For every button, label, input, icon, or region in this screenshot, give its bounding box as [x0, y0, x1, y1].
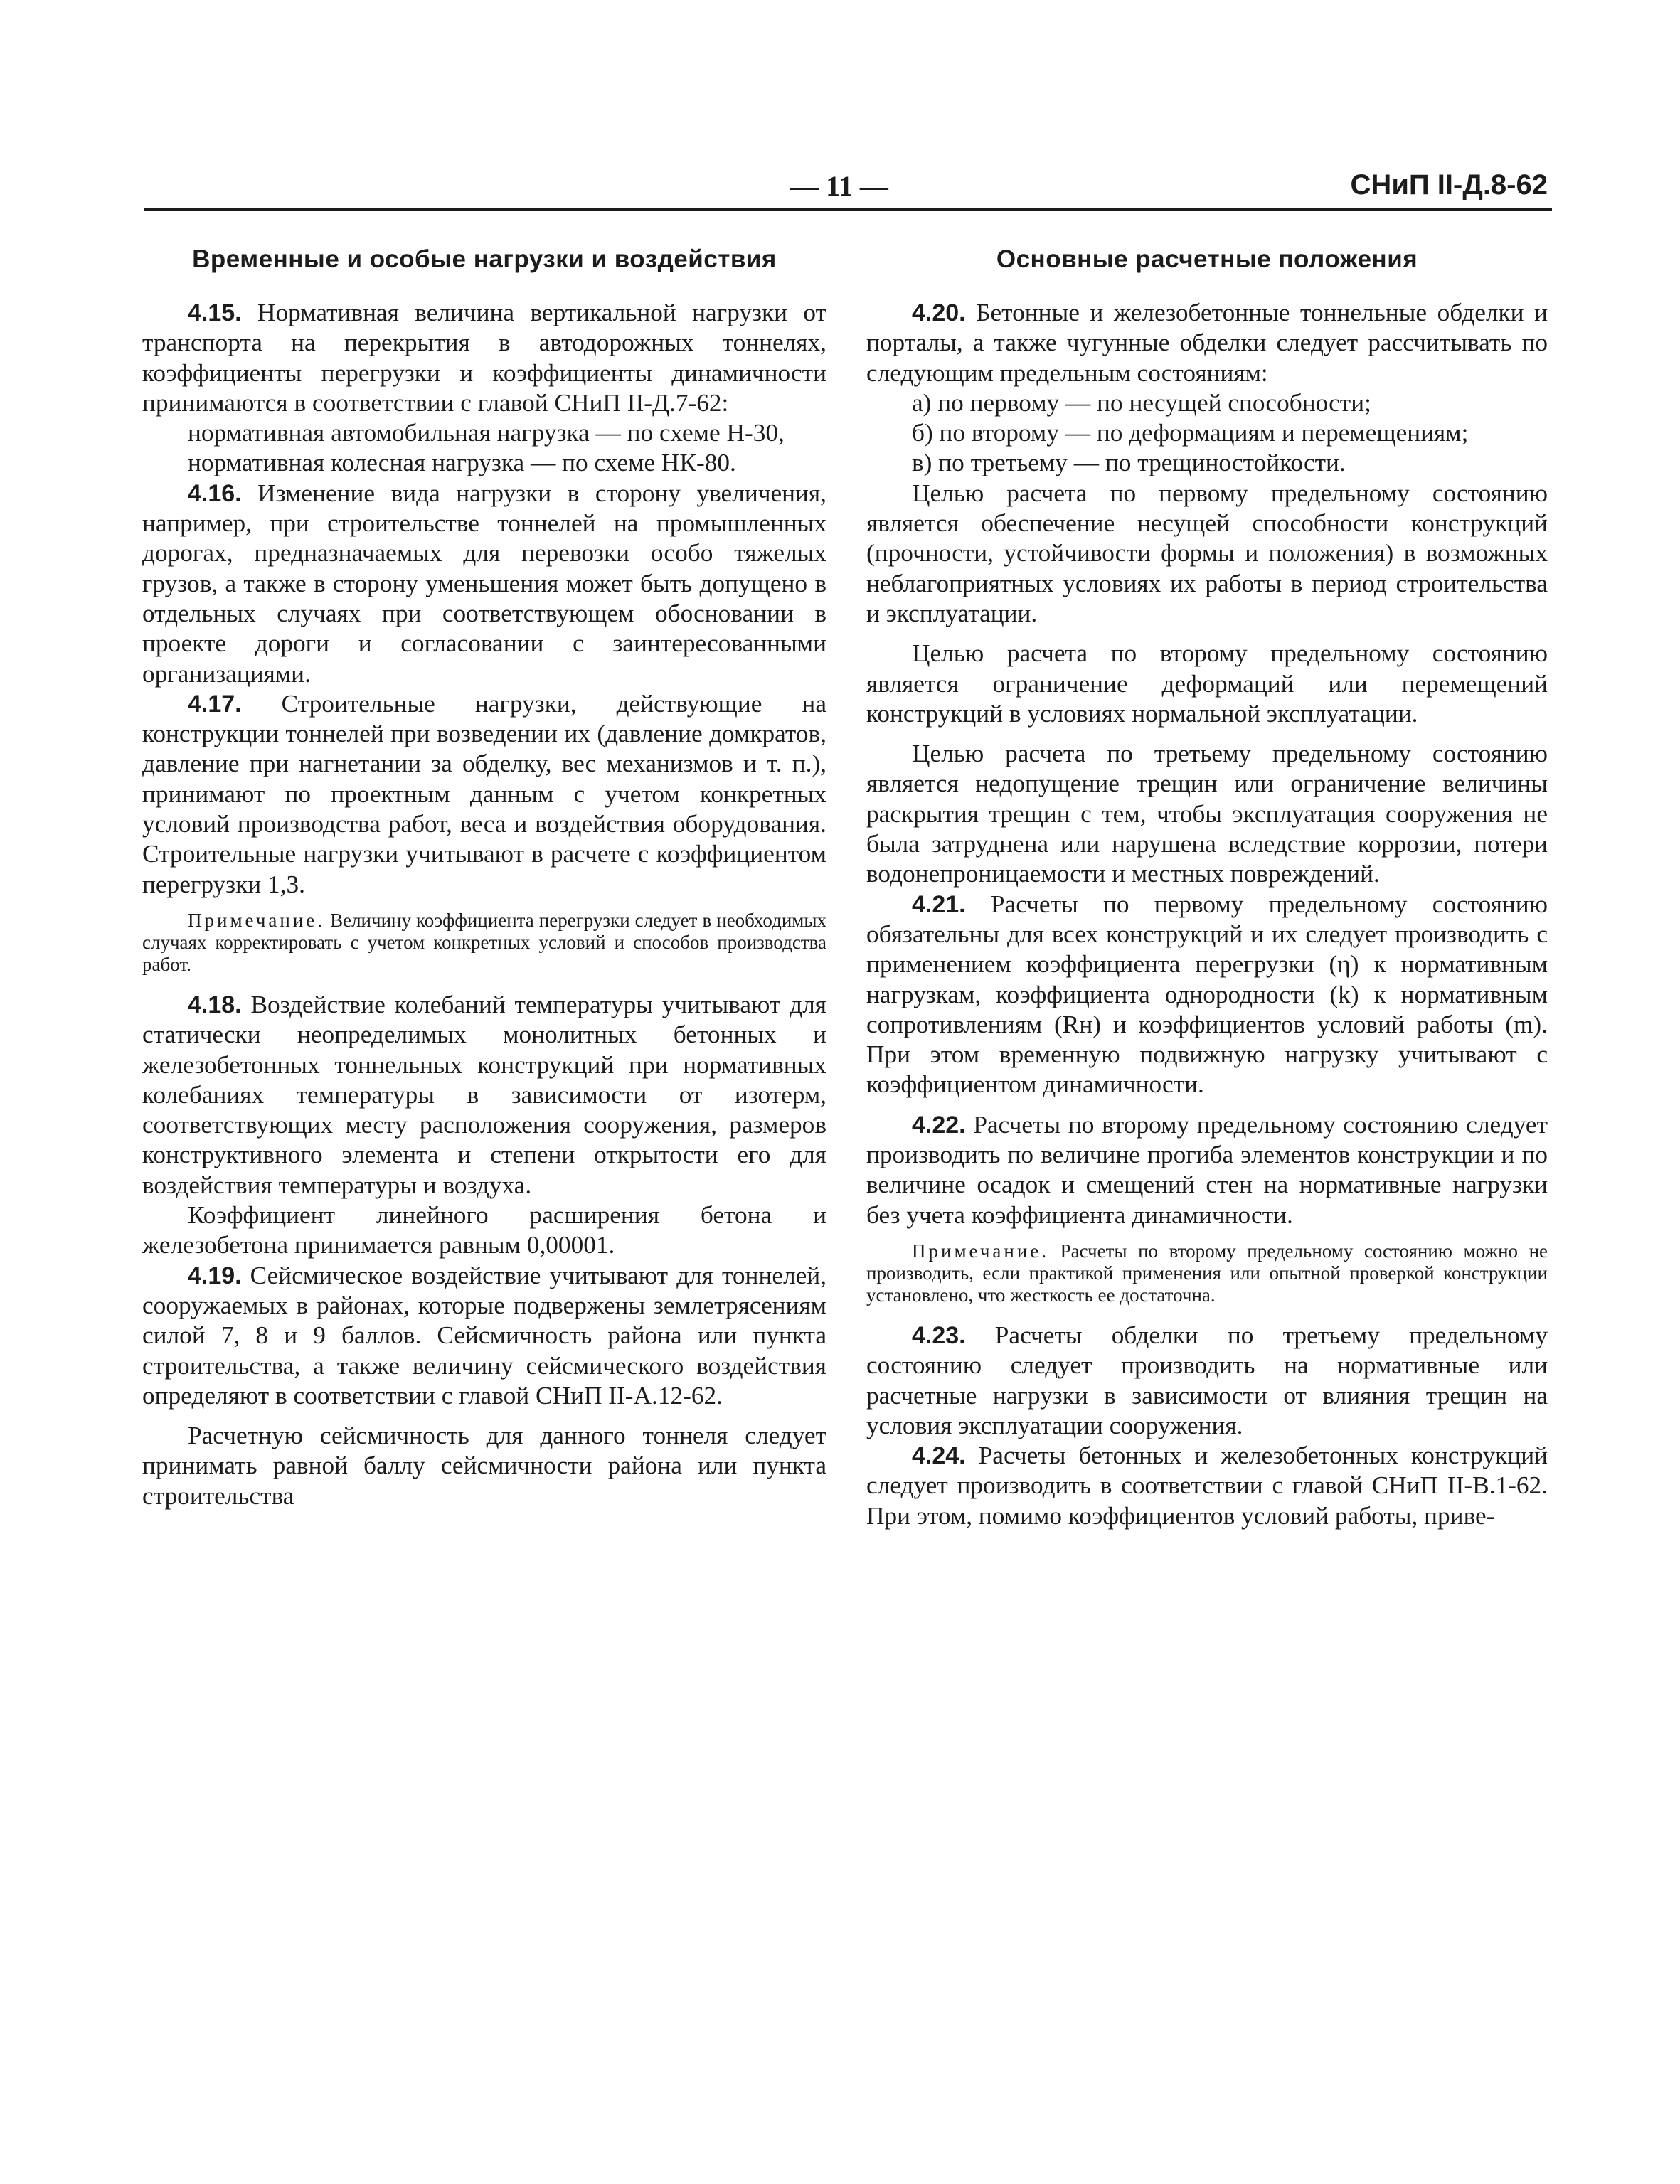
list-item-third-state: в) по третьему — по трещиностойкости. [912, 449, 1346, 477]
header-rule [144, 208, 1552, 211]
paragraph-number: 4.23. [912, 1321, 966, 1349]
paragraph-4-23 [866, 1321, 1548, 1441]
paragraph-4-19 [142, 1261, 826, 1411]
paragraph-text: Сейсмическое воздействие учитывают для тоннелей, сооружаемых в районах, которые подвержены землетрясениям силой 7, 8 и 9 баллов. Сейсмичность района или пункта строительства, а также величину сейсмического воздействия определяют в соответствии с главой СНиП II-А.12-62. [142, 1261, 826, 1410]
paragraph-number: 4.18. [188, 991, 242, 1018]
section-heading-calculation: Основные расчетные положения [996, 245, 1418, 273]
paragraph-number: 4.19. [188, 1262, 242, 1289]
paragraph-4-20 [866, 298, 1548, 388]
paragraph-text: Изменение вида нагрузки в сторону увеличения, например, при строительстве тоннелей на промышленных дорогах, предназначаемых для перевозки особо тяжелых грузов, а также в сторону уменьшения может быть допущено в отдельных случаях при соответствующем обосновании в проекте дороги и согласовании с заинтересованными организациями. [142, 479, 826, 688]
list-item-second-state: б) по второму — по деформациям и перемещениям; [912, 419, 1469, 447]
note-text: Величину коэффициента перегрузки следует в необходимых случаях корректировать с учетом конкретных условий и способов производства работ. [142, 909, 827, 975]
note-second-state [866, 1240, 1548, 1306]
right-column [866, 245, 1548, 1531]
paragraph-4-24 [866, 1441, 1548, 1531]
note-label: Примечание. [188, 909, 326, 931]
paragraph-text: Расчеты по первому предельному состоянию обязательны для всех конструкций и их следует производить с применением коэффициента перегрузки (η) к нормативным нагрузкам, коэффициента однородности (k) к нормативным сопротивлениям (Rн) и коэффициентов условий работы (m). При этом временную подвижную нагрузку учитывают с коэффициентом динамичности. [866, 890, 1548, 1099]
paragraph-text: Строительные нагрузки, действующие на конструкции тоннелей при возведении их (давление домкратов, давление при нагнетании за обделку, вес механизмов и т. п.), принимают по проектным данным с учетом конкретных условий производства работ, веса и воздействия оборудования. Строительные нагрузки учитывают в расчете с коэффициентом перегрузки 1,3. [142, 689, 826, 898]
paragraph-number: 4.22. [912, 1111, 966, 1139]
paragraph-number: 4.21. [912, 890, 966, 918]
paragraph-number: 4.17. [188, 690, 242, 718]
paragraph-number: 4.16. [188, 479, 242, 507]
paragraph-number: 4.24. [912, 1442, 966, 1470]
paragraph-4-15 [142, 298, 826, 418]
paragraph-4-17 [142, 689, 826, 900]
paragraph-text: Расчеты по второму предельному состоянию следует производить по величине прогиба элементов конструкции и по величине осадок и смещений стен на нормативные нагрузки без учета коэффициента динамичности. [866, 1110, 1548, 1229]
paragraph-goal-second: Целью расчета по второму предельному состоянию является ограничение деформаций или перемещений конструкций в условиях нормальной эксплуатации. [866, 639, 1548, 728]
paragraph-text: Бетонные и железобетонные тоннельные обделки и порталы, а также чугунные обделки следует рассчитывать по следующим предельным состояниям: [866, 299, 1548, 387]
paragraph-number: 4.15. [188, 299, 242, 326]
section-heading-loads: Временные и особые нагрузки и воздействия [192, 245, 777, 273]
paragraph-4-18-b: Коэффициент линейного расширения бетона и железобетона принимается равным 0,00001. [142, 1201, 826, 1259]
paragraph-4-15-a: нормативная автомобильная нагрузка — по схеме Н-30, [188, 419, 785, 447]
paragraph-4-15-b: нормативная колесная нагрузка — по схеме НК-80. [188, 449, 736, 477]
note-overload [142, 910, 826, 976]
paragraph-4-16 [142, 479, 826, 689]
paragraph-goal-third: Целью расчета по третьему предельному состоянию является недопущение трещин или ограничение величины раскрытия трещин с тем, чтобы эксплуатация сооружения не была затруднена или нарушена вследствие коррозии, потери водонепроницаемости и местных повреждений. [866, 740, 1548, 888]
note-text: Расчеты по второму предельному состоянию можно не производить, если практикой применения или опытной проверкой конструкции установлено, что жесткость ее достаточна. [866, 1240, 1548, 1306]
paragraph-4-18 [142, 990, 826, 1200]
paragraph-4-19-b: Расчетную сейсмичность для данного тоннеля следует принимать равной баллу сейсмичности района или пункта строительства [142, 1422, 826, 1510]
paragraph-4-21 [866, 890, 1548, 1100]
list-item-first-state: а) по первому — по несущей способности; [912, 388, 1371, 417]
paragraph-text: Нормативная величина вертикальной нагрузки от транспорта на перекрытия в автодорожных тоннелях, коэффициенты перегрузки и коэффициенты динамичности принимаются в соответствии с главой СНиП II-Д.7-62: [142, 299, 826, 417]
paragraph-text: Расчеты обделки по третьему предельному состоянию следует производить на нормативные или расчетные нагрузки в зависимости от влияния трещин на условия эксплуатации сооружения. [866, 1321, 1548, 1439]
left-column [142, 245, 826, 1511]
paragraph-text: Расчеты бетонных и железобетонных конструкций следует производить в соответствии с главой СНиП II-В.1-62. При этом, помимо коэффициентов условий работы, приве- [866, 1442, 1548, 1530]
paragraph-goal-first: Целью расчета по первому предельному состоянию является обеспечение несущей способности конструкций (прочности, устойчивости формы и положения) в возможных неблагоприятных условиях их работы в период строительства и эксплуатации. [866, 479, 1548, 627]
page-number: — 11 — [790, 170, 888, 202]
paragraph-text: Воздействие колебаний температуры учитывают для статически неопределимых монолитных бетонных и железобетонных тоннельных конструкций при нормативных колебаниях температуры в зависимости от изотерм, соответствующих месту расположения сооружения, размеров конструктивного элемента и степени открытости его для воздействия температуры и воздуха. [142, 990, 826, 1199]
note-label: Примечание. [912, 1240, 1050, 1262]
paragraph-4-22 [866, 1110, 1548, 1230]
paragraph-number: 4.20. [912, 299, 966, 326]
document-code: СНиП II-Д.8-62 [1350, 169, 1548, 201]
